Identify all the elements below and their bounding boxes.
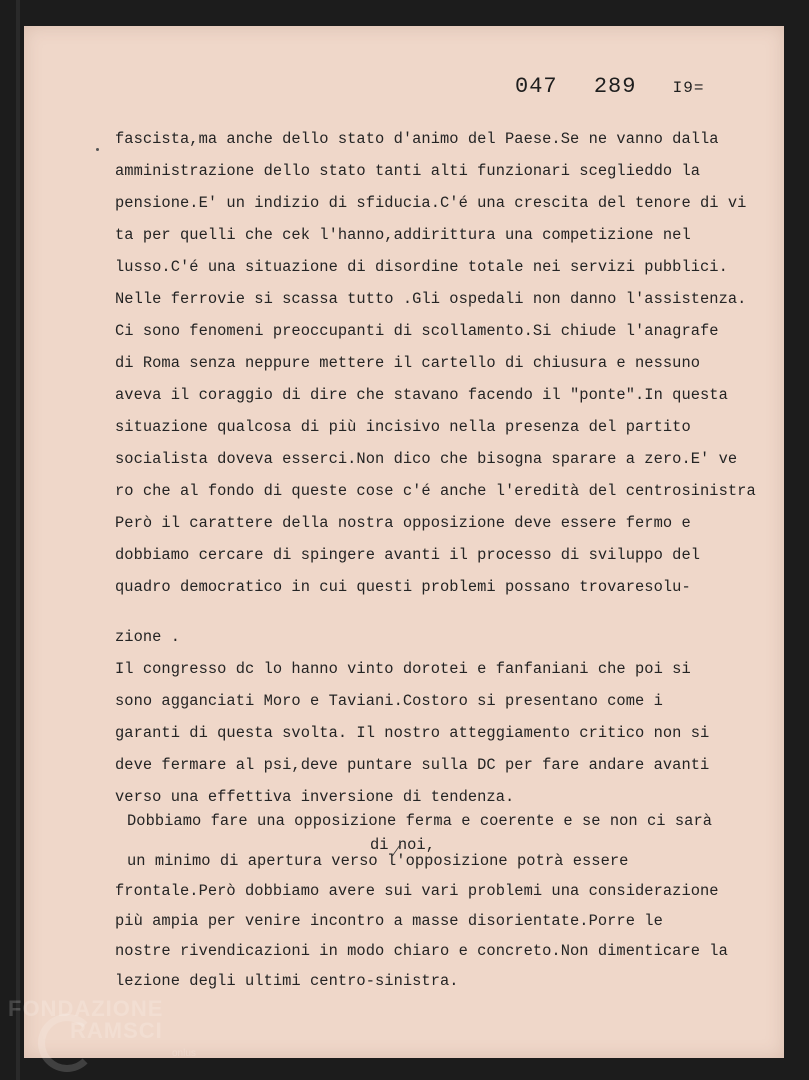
text-line: zione . xyxy=(115,628,181,646)
text-line: deve fermare al psi,deve puntare sulla DC per fare andare avanti xyxy=(115,756,710,774)
binding-edge xyxy=(16,0,20,1080)
text-line: frontale.Però dobbiamo avere sui vari problemi una considerazione xyxy=(115,882,719,900)
text-line: quadro democratico in cui questi problemi possano trovaresolu- xyxy=(115,578,691,596)
watermark-line-1: FONDAZIONE xyxy=(8,996,164,1021)
text-line: dobbiamo cercare di spingere avanti il processo di sviluppo del xyxy=(115,546,701,564)
text-line: Dobbiamo fare una opposizione ferma e coerente e se non ci sarà xyxy=(127,812,713,830)
page-index: I9= xyxy=(672,79,705,97)
interlinear-insertion: di noi, xyxy=(370,836,436,854)
text-line: aveva il coraggio di dire che stavano facendo il "ponte".In questa xyxy=(115,386,728,404)
text-line: Però il carattere della nostra opposizione deve essere fermo e xyxy=(115,514,691,532)
watermark-line-2: RAMSCI xyxy=(70,1018,163,1043)
text-line: di Roma senza neppure mettere il cartello di chiusura e nessuno xyxy=(115,354,701,372)
text-line: garanti di questa svolta. Il nostro atteggiamento critico non si xyxy=(115,724,710,742)
typewritten-page xyxy=(24,26,784,1058)
text-line: ta per quelli che cek l'hanno,addirittura una competizione nel xyxy=(115,226,691,244)
text-line: Ci sono fenomeni preoccupanti di scollamento.Si chiude l'anagrafe xyxy=(115,322,719,340)
fondazione-gramsci-watermark xyxy=(8,996,208,1074)
text-line: verso una effettiva inversione di tendenza. xyxy=(115,788,515,806)
text-line: Nelle ferrovie si scassa tutto .Gli ospedali non danno l'assistenza. xyxy=(115,290,747,308)
text-line: nostre rivendicazioni in modo chiaro e concreto.Non dimenticare la xyxy=(115,942,728,960)
text-line: situazione qualcosa di più incisivo nella presenza del partito xyxy=(115,418,691,436)
text-line: pensione.E' un indizio di sfiducia.C'é una crescita del tenore di vi xyxy=(115,194,747,212)
text-line: fascista,ma anche dello stato d'animo del Paese.Se ne vanno dalla xyxy=(115,130,719,148)
page-number-stamp xyxy=(515,74,704,99)
archive-number-2: 289 xyxy=(593,74,637,99)
text-line: lezione degli ultimi centro-sinistra. xyxy=(115,972,459,990)
archive-number-1: 047 xyxy=(515,74,558,99)
text-line: amministrazione dello stato tanti alti funzionari sceglieddo la xyxy=(115,162,701,180)
text-line: un minimo di apertura verso l'opposizione potrà essere xyxy=(127,852,629,870)
text-line: più ampia per venire incontro a masse disorientate.Porre le xyxy=(115,912,663,930)
text-line: ro che al fondo di queste cose c'é anche l'eredità del centrosinistra xyxy=(115,482,756,500)
text-line: socialista doveva esserci.Non dico che bisogna sparare a zero.E' ve xyxy=(115,450,738,468)
margin-mark xyxy=(96,148,99,151)
text-line: Il congresso dc lo hanno vinto dorotei e fanfaniani che poi si xyxy=(115,660,691,678)
text-line: lusso.C'é una situazione di disordine totale nei servizi pubblici. xyxy=(115,258,728,276)
text-line: sono agganciati Moro e Taviani.Costoro si presentano come i xyxy=(115,692,663,710)
watermark-onlus: onlus xyxy=(172,1048,196,1059)
